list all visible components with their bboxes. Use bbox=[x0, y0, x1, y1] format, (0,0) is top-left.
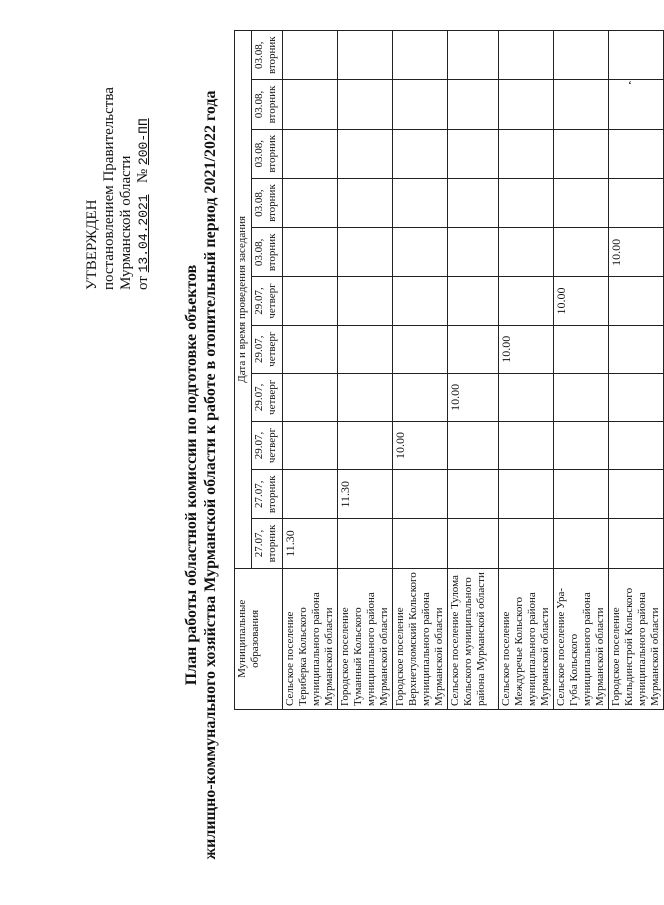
empty-cell bbox=[393, 373, 448, 421]
empty-cell bbox=[283, 277, 338, 325]
empty-cell bbox=[338, 129, 393, 178]
date-value: 29.07, bbox=[253, 431, 265, 460]
empty-cell bbox=[609, 178, 664, 227]
empty-cell bbox=[283, 31, 338, 80]
empty-cell bbox=[499, 470, 554, 519]
date-header bbox=[252, 519, 283, 568]
title-line-2: жилищно-коммунального хозяйства Мурманской области к работе в отопительный период 2021/2022 года bbox=[202, 90, 219, 860]
empty-cell bbox=[609, 129, 664, 178]
empty-cell bbox=[283, 325, 338, 373]
empty-cell bbox=[554, 421, 609, 469]
empty-cell bbox=[448, 325, 499, 373]
empty-cell bbox=[448, 129, 499, 178]
empty-cell bbox=[499, 373, 554, 421]
empty-cell bbox=[609, 373, 664, 421]
approval-number: 200-ПП bbox=[136, 118, 151, 166]
empty-cell bbox=[393, 129, 448, 178]
header-dates-group: Дата и время проведения заседания bbox=[235, 31, 252, 569]
approval-date-prefix: от bbox=[135, 276, 151, 290]
empty-cell bbox=[448, 421, 499, 469]
municipality-name: Сельское поселение Ура-Губа Кольского муниципального района Мурманской области bbox=[554, 568, 609, 709]
empty-cell bbox=[554, 228, 609, 277]
municipality-name: Городское поселение Туманный Кольского муниципального района Мурманской области bbox=[338, 568, 393, 709]
header-municipality: Муниципальные образования bbox=[235, 568, 283, 709]
meeting-time: 10.00 bbox=[554, 277, 609, 325]
schedule-body bbox=[283, 31, 664, 710]
empty-cell bbox=[283, 129, 338, 178]
empty-cell bbox=[338, 31, 393, 80]
empty-cell bbox=[554, 31, 609, 80]
municipality-name: Городское поселение Верхнетуломский Кольского муниципального района Мурманской области bbox=[393, 568, 448, 709]
municipality-name: Городское поселение Кильдинстрой Кольского муниципального района Мурманской области bbox=[609, 568, 664, 709]
date-header bbox=[252, 325, 283, 373]
empty-cell bbox=[283, 373, 338, 421]
date-value: 03.08, bbox=[253, 238, 265, 267]
date-value: 27.07, bbox=[253, 529, 265, 558]
date-header bbox=[252, 129, 283, 178]
empty-cell bbox=[499, 228, 554, 277]
date-header bbox=[252, 178, 283, 227]
empty-cell bbox=[283, 228, 338, 277]
empty-cell bbox=[609, 80, 664, 129]
date-value: 03.08, bbox=[253, 41, 265, 69]
meeting-time: 10.00 bbox=[609, 228, 664, 277]
empty-cell bbox=[393, 178, 448, 227]
empty-cell bbox=[499, 178, 554, 227]
empty-cell bbox=[554, 129, 609, 178]
empty-cell bbox=[393, 80, 448, 129]
date-value: 03.08, bbox=[253, 140, 265, 168]
date-weekday: четверг bbox=[266, 331, 278, 367]
empty-cell bbox=[554, 373, 609, 421]
empty-cell bbox=[393, 325, 448, 373]
table-row bbox=[554, 31, 609, 710]
date-weekday: четверг bbox=[266, 283, 278, 319]
empty-cell bbox=[283, 421, 338, 469]
date-value: 27.07, bbox=[253, 480, 265, 508]
schedule-table bbox=[234, 30, 664, 710]
date-header bbox=[252, 31, 283, 80]
meeting-time: 10.00 bbox=[499, 325, 554, 373]
meeting-time: 11.30 bbox=[283, 519, 338, 568]
table-row bbox=[283, 31, 338, 710]
date-value: 29.07, bbox=[253, 287, 265, 315]
empty-cell bbox=[338, 325, 393, 373]
header-row-1 bbox=[235, 31, 252, 710]
date-weekday: вторник bbox=[266, 233, 278, 272]
empty-cell bbox=[554, 470, 609, 519]
empty-cell bbox=[393, 277, 448, 325]
empty-cell bbox=[338, 519, 393, 568]
empty-cell bbox=[609, 519, 664, 568]
empty-cell bbox=[448, 178, 499, 227]
empty-cell bbox=[554, 80, 609, 129]
edge-mark: ‘ bbox=[628, 78, 632, 92]
empty-cell bbox=[338, 178, 393, 227]
date-header bbox=[252, 80, 283, 129]
approval-line-3: Мурманской области bbox=[118, 155, 134, 290]
date-header bbox=[252, 470, 283, 519]
empty-cell bbox=[499, 277, 554, 325]
empty-cell bbox=[283, 178, 338, 227]
empty-cell bbox=[554, 325, 609, 373]
date-value: 29.07, bbox=[253, 383, 265, 412]
empty-cell bbox=[338, 373, 393, 421]
table-row bbox=[499, 31, 554, 710]
meeting-time: 11.30 bbox=[338, 470, 393, 519]
empty-cell bbox=[338, 277, 393, 325]
table-row bbox=[448, 31, 499, 710]
empty-cell bbox=[609, 421, 664, 469]
meeting-time: 10.00 bbox=[393, 421, 448, 469]
meeting-time: 10.00 bbox=[448, 373, 499, 421]
approval-line-2: постановлением Правительства bbox=[101, 87, 117, 290]
rotated-content bbox=[12, 30, 661, 890]
empty-cell bbox=[609, 277, 664, 325]
empty-cell bbox=[393, 519, 448, 568]
empty-cell bbox=[499, 129, 554, 178]
empty-cell bbox=[448, 228, 499, 277]
empty-cell bbox=[499, 31, 554, 80]
empty-cell bbox=[448, 277, 499, 325]
table-row bbox=[609, 31, 664, 710]
empty-cell bbox=[554, 519, 609, 568]
date-weekday: вторник bbox=[266, 524, 278, 563]
municipality-name: Сельское поселение Междуречье Кольского муниципального района Мурманской области bbox=[499, 568, 554, 709]
empty-cell bbox=[499, 421, 554, 469]
table-row bbox=[393, 31, 448, 710]
date-weekday: вторник bbox=[266, 85, 278, 124]
date-weekday: вторник bbox=[266, 184, 278, 222]
approval-date: 13.04.2021 bbox=[136, 194, 151, 273]
empty-cell bbox=[283, 80, 338, 129]
empty-cell bbox=[448, 470, 499, 519]
empty-cell bbox=[609, 470, 664, 519]
document-title bbox=[182, 60, 220, 890]
municipality-name: Сельское поселение Тулома Кольского муниципального района Мурманской области bbox=[448, 568, 499, 709]
empty-cell bbox=[393, 470, 448, 519]
empty-cell bbox=[338, 228, 393, 277]
date-value: 03.08, bbox=[253, 189, 265, 217]
empty-cell bbox=[448, 80, 499, 129]
empty-cell bbox=[283, 470, 338, 519]
date-weekday: вторник bbox=[266, 36, 278, 75]
empty-cell bbox=[499, 80, 554, 129]
approval-block bbox=[84, 87, 152, 290]
approval-number-prefix: № bbox=[135, 168, 151, 184]
approval-line-4 bbox=[135, 87, 152, 290]
date-weekday: вторник bbox=[266, 475, 278, 514]
empty-cell bbox=[338, 421, 393, 469]
date-value: 29.07, bbox=[253, 335, 265, 363]
approval-heading: УТВЕРЖДЕН bbox=[84, 199, 100, 290]
date-header bbox=[252, 421, 283, 469]
date-value: 03.08, bbox=[253, 90, 265, 119]
municipality-name: Сельское поселение Териберка Кольского муниципального района Мурманской области bbox=[283, 568, 338, 709]
empty-cell bbox=[554, 178, 609, 227]
empty-cell bbox=[338, 80, 393, 129]
empty-cell bbox=[609, 31, 664, 80]
title-line-1: План работы областной комиссии по подготовке объектов bbox=[183, 264, 200, 686]
date-weekday: четверг bbox=[266, 427, 278, 464]
date-weekday: вторник bbox=[266, 134, 278, 173]
empty-cell bbox=[393, 228, 448, 277]
empty-cell bbox=[499, 519, 554, 568]
table-row bbox=[338, 31, 393, 710]
empty-cell bbox=[448, 519, 499, 568]
empty-cell bbox=[448, 31, 499, 80]
date-weekday: четверг bbox=[266, 379, 278, 415]
date-header bbox=[252, 373, 283, 421]
date-header bbox=[252, 228, 283, 277]
date-header bbox=[252, 277, 283, 325]
empty-cell bbox=[393, 31, 448, 80]
empty-cell bbox=[609, 325, 664, 373]
